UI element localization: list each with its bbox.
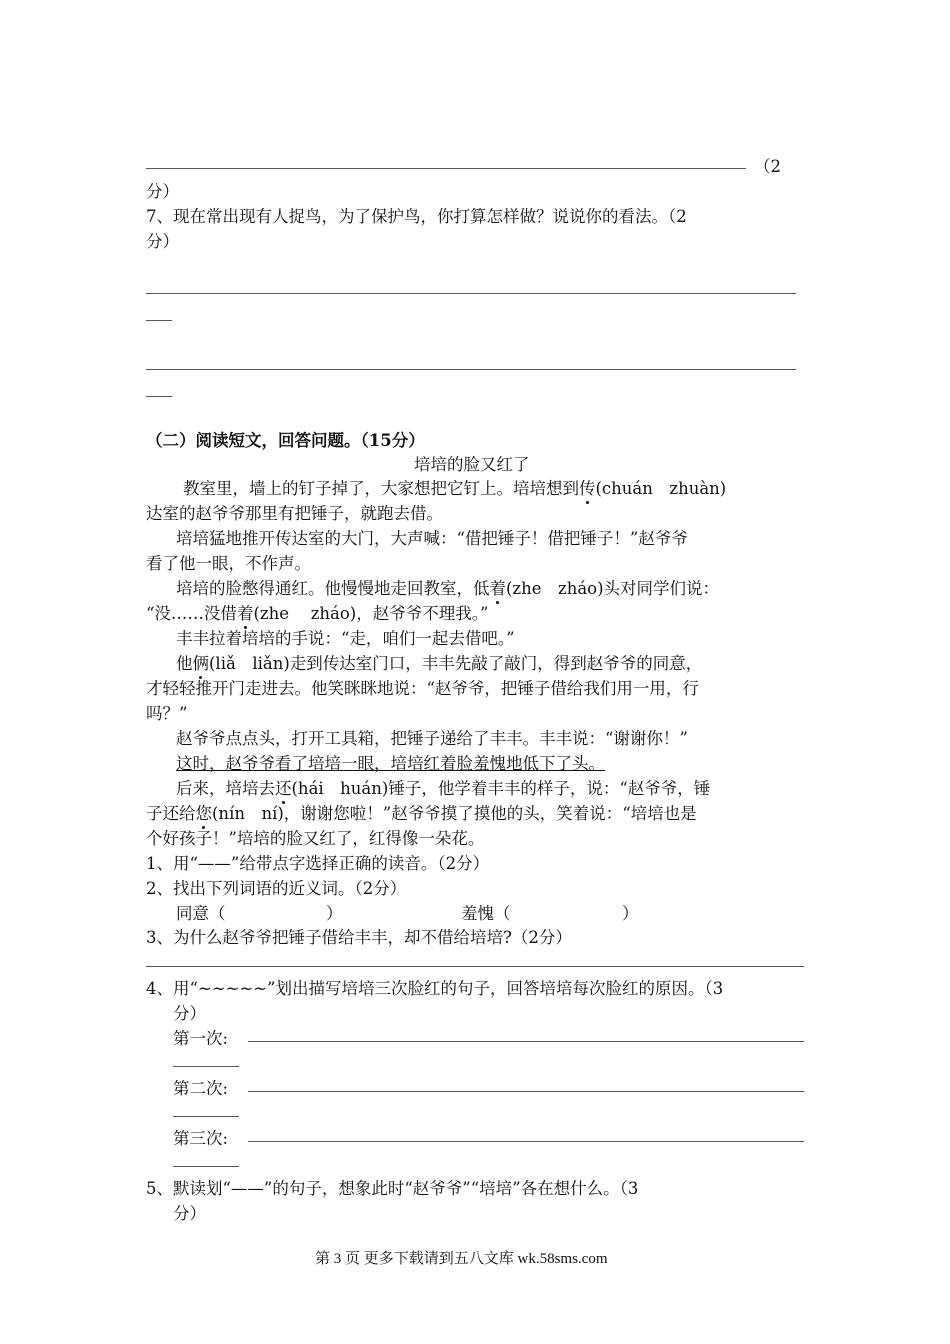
question-3: 3、为什么赵爷爷把锤子借给丰丰，却不借给培培?（2分） — [146, 928, 572, 947]
q7-question: 7、现在常出现有人捉鸟，为了保护鸟，你打算怎样做？说说你的看法。（2 — [146, 207, 687, 226]
q4-third-answer-line[interactable] — [248, 1141, 804, 1142]
dotted-char-lia: 俩 — [193, 650, 210, 674]
q2-synonym-2-close: ） — [622, 904, 639, 923]
section-heading: （二）阅读短文，回答问题。（15分） — [146, 431, 425, 450]
question-4-line1: 4、用“~~~~~”划出描写培培三次脸红的句子，回答培培每次脸红的原因。（3 — [146, 979, 724, 998]
q4-second-answer-line[interactable] — [248, 1091, 804, 1092]
q4-first-answer-line-b[interactable] — [173, 1066, 239, 1067]
q6-score-close: 分） — [146, 182, 179, 201]
q7-answer-line-1b[interactable] — [146, 320, 172, 321]
q2-synonym-1-label: 同意（ — [176, 904, 226, 923]
passage-title: 培培的脸又红了 — [414, 455, 530, 474]
question-5-line1: 5、默读划“——”的句子，想象此时“赵爷爷”“培培”各在想什么。（3 — [146, 1179, 639, 1198]
passage-p5-line1: 他俩(liǎ liǎn)走到传达室门口，丰丰先敲了敲门，得到赵爷爷的同意， — [176, 650, 702, 674]
passage-p8-line1: 后来，培培去还(hái huán)锤子，他学着丰丰的样子，说：“赵爷爷，锤 — [176, 775, 710, 799]
passage-p8-line3: 个好孩子！”培培的脸又红了，红得像一朵花。 — [146, 829, 485, 848]
q7-score-close: 分） — [146, 232, 179, 251]
q4-second-label: 第二次: — [173, 1079, 229, 1098]
passage-p3-line1: 培培的脸憋得通红。他慢慢地走回教室，低着(zhe zháo)头对同学们说： — [176, 575, 719, 599]
dotted-char-nin: 您 — [196, 800, 213, 824]
q4-third-answer-line-b[interactable] — [173, 1166, 239, 1167]
passage-p1-line2: 达室的赵爷爷那里有把锤子，就跑去借。 — [146, 504, 443, 523]
q4-second-answer-line-b[interactable] — [173, 1116, 239, 1117]
question-1: 1、用“——”给带点字选择正确的读音。（2分） — [146, 854, 490, 873]
passage-p7-underlined: 这时，赵爷爷看了培培一眼，培培红着脸羞愧地低下了头。 — [176, 754, 605, 773]
passage-p6: 赵爷爷点点头，打开工具箱，把锤子递给了丰丰。丰丰说：“谢谢你！” — [176, 729, 688, 748]
passage-p4: 丰丰拉着培培的手说：“走，咱们一起去借吧。” — [176, 629, 515, 648]
q7-answer-line-1[interactable] — [146, 293, 796, 294]
question-2: 2、找出下列词语的近义词。（2分） — [146, 879, 407, 898]
passage-p5-line2: 才轻轻推开门走进去。他笑眯眯地说：“赵爷爷，把锤子借给我们用一用，行 — [146, 679, 699, 698]
page-footer: 第 3 页 更多下载请到五八文库 wk.58sms.com — [315, 1251, 608, 1267]
passage-p1-line1: 教室里，墙上的钉子掉了，大家想把它钉上。培培想到传(chuán zhuàn) — [183, 475, 726, 499]
passage-p2-line1: 培培猛地推开传达室的大门，大声喊：“借把锤子！借把锤子！”赵爷爷 — [176, 529, 688, 548]
q4-third-label: 第三次: — [173, 1129, 229, 1148]
q7-answer-line-2b[interactable] — [146, 396, 172, 397]
q7-answer-line-2[interactable] — [146, 369, 796, 370]
q4-first-label: 第一次: — [173, 1029, 229, 1048]
dotted-char-zhe-1: 着 — [490, 575, 507, 599]
q6-score-open: （2 — [754, 157, 781, 176]
question-4-line2: 分） — [173, 1004, 206, 1023]
dotted-char-chuan: 传 — [579, 475, 596, 499]
q4-first-answer-line[interactable] — [248, 1041, 804, 1042]
q2-synonym-1-close: ） — [326, 904, 343, 923]
passage-p2-line2: 看了他一眼，不作声。 — [146, 554, 311, 573]
passage-p5-line3: 吗？” — [146, 704, 188, 723]
q3-answer-line[interactable] — [146, 966, 804, 967]
dotted-char-zhe-2: 着 — [237, 600, 254, 624]
dotted-char-huan: 还 — [275, 775, 292, 799]
passage-p8-line2: 子还给您(nín ní)，谢谢您啦！”赵爷爷摸了摸他的头，笑着说：“培培也是 — [146, 800, 697, 824]
passage-p3-line2: “没……没借着(zhe zháo)，赵爷爷不理我。” — [146, 600, 488, 624]
q6-answer-line[interactable] — [146, 168, 746, 169]
question-5-line2: 分） — [173, 1204, 206, 1223]
q2-synonym-2-label: 羞愧（ — [461, 904, 511, 923]
